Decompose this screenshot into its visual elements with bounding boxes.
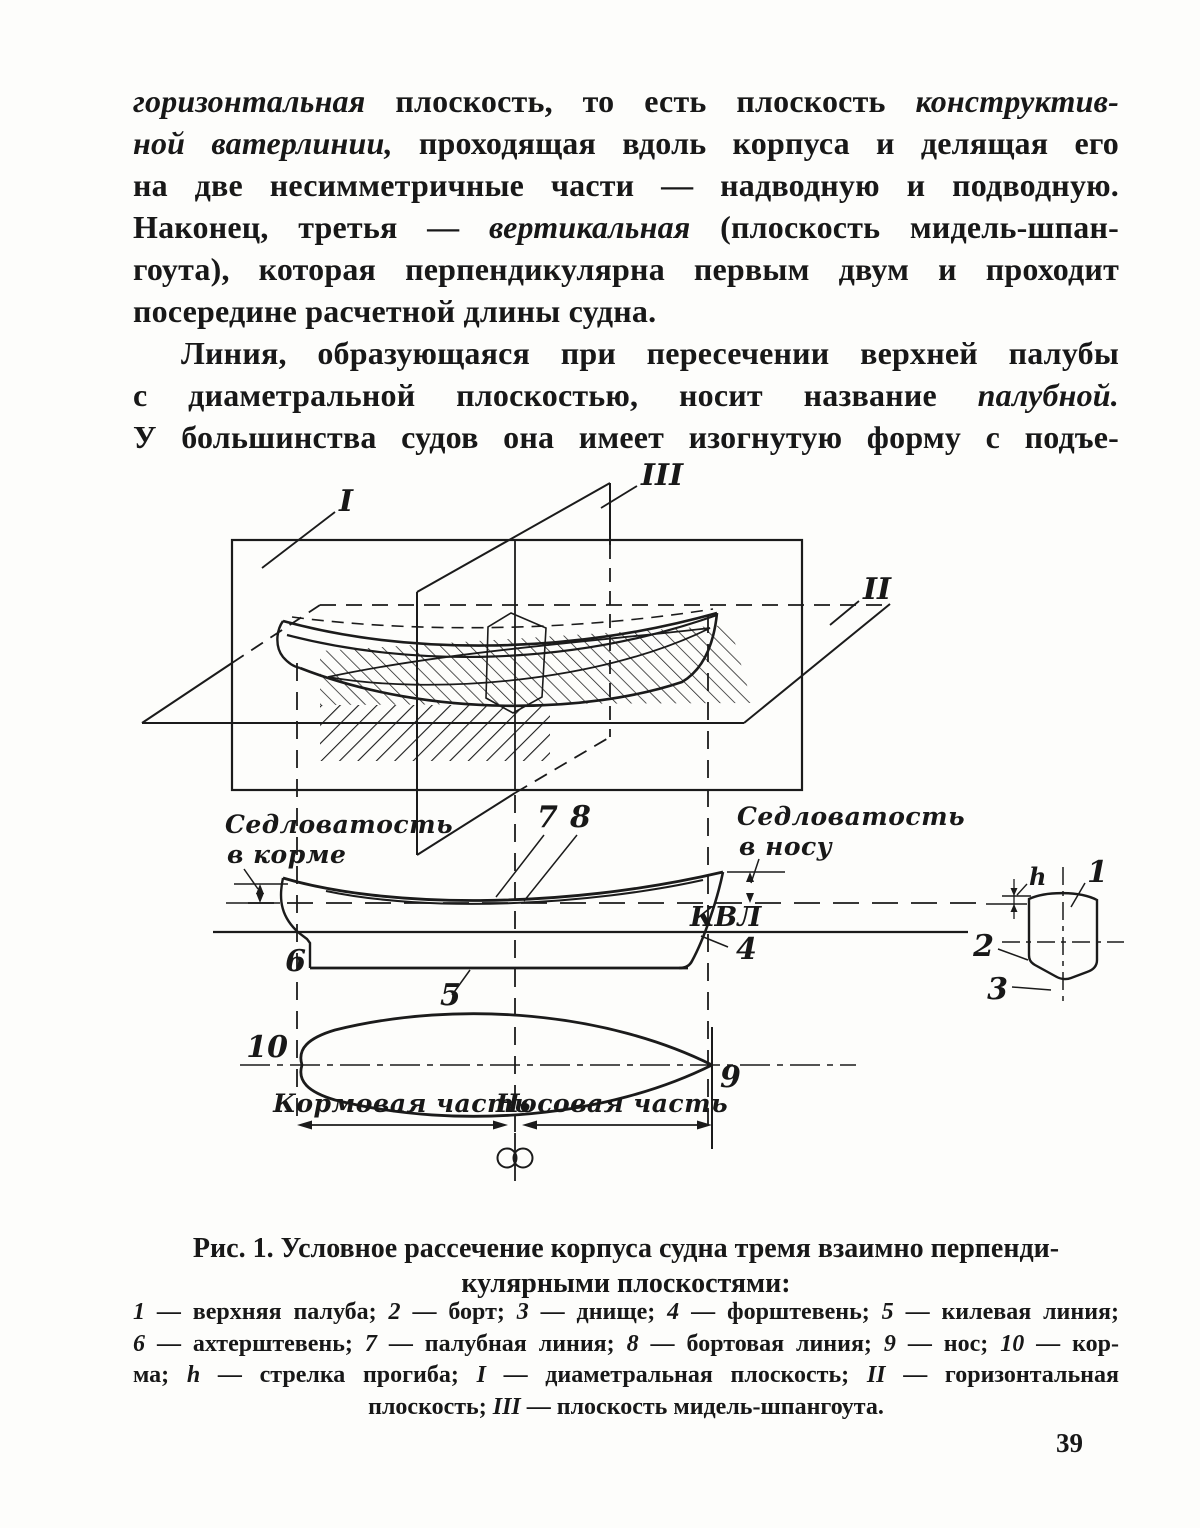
text-segment: проходящая вдоль корпуса и делящая его bbox=[392, 125, 1119, 161]
callout-3: 3 bbox=[987, 972, 1008, 1007]
plane-iii-label: III bbox=[641, 458, 684, 493]
text-segment: — килевая линия; bbox=[893, 1299, 1120, 1325]
text-segment: — горизонтальная bbox=[885, 1362, 1119, 1388]
callout-2: 2 bbox=[973, 929, 994, 964]
text-segment: — палубная линия; bbox=[376, 1330, 627, 1357]
italic-segment: 7 bbox=[364, 1330, 377, 1357]
text-segment: плоскость; bbox=[368, 1393, 493, 1420]
italic-segment: 8 bbox=[626, 1330, 639, 1357]
callout-8: 8 bbox=[570, 800, 591, 835]
text-segment: — стрелка прогиба; bbox=[200, 1362, 477, 1388]
side-view bbox=[213, 800, 982, 1013]
figure-caption-line2: кулярными плоскостями: bbox=[461, 1268, 791, 1299]
text-line bbox=[133, 1297, 1119, 1329]
italic-segment: 4 bbox=[667, 1299, 680, 1325]
text-segment: ма; bbox=[133, 1362, 187, 1388]
text-line bbox=[133, 1392, 1119, 1424]
callout-9: 9 bbox=[720, 1060, 741, 1095]
italic-segment: I bbox=[476, 1362, 486, 1388]
italic-segment: конструктив- bbox=[915, 83, 1119, 119]
text-segment: — диаметральная плоскость; bbox=[485, 1362, 867, 1388]
text-segment: (плоскость мидель-шпан- bbox=[690, 209, 1119, 245]
italic-segment: горизонтальная bbox=[133, 83, 366, 119]
midship-cross-section bbox=[972, 855, 1124, 1007]
text-segment: с диаметральной плоскостью, носит название bbox=[133, 377, 978, 413]
italic-segment: 5 bbox=[881, 1299, 894, 1325]
plane-ii-label: II bbox=[863, 572, 892, 607]
text-segment: гоута), которая перпендикулярна первым двум и проходит bbox=[133, 251, 1119, 287]
text-line bbox=[133, 332, 1119, 374]
text-segment: — ахтерштевень; bbox=[145, 1330, 365, 1357]
bow-part-label: Носовая часть bbox=[495, 1089, 729, 1118]
callout-4: 4 bbox=[736, 932, 757, 967]
text-segment: У большинства судов она имеет изогнутую форму с подъе- bbox=[133, 419, 1119, 455]
text-line bbox=[133, 374, 1119, 416]
text-line bbox=[133, 122, 1119, 164]
text-line bbox=[133, 164, 1119, 206]
callout-h: h bbox=[1029, 862, 1047, 891]
italic-segment: h bbox=[186, 1362, 201, 1388]
callout-7: 7 bbox=[537, 800, 558, 835]
text-segment: плоскость, то есть плоскость bbox=[365, 83, 916, 119]
waterline-kvl-label: КВЛ bbox=[690, 902, 762, 933]
sheer-stern-label-line2: в корме bbox=[227, 840, 347, 869]
callout-6: 6 bbox=[285, 944, 306, 979]
body-paragraph bbox=[133, 80, 1119, 458]
text-line bbox=[133, 206, 1119, 248]
page-number: 39 bbox=[1056, 1428, 1083, 1458]
text-line bbox=[133, 290, 1119, 332]
plan-view bbox=[240, 1014, 856, 1181]
text-segment: — нос; bbox=[895, 1330, 1001, 1357]
text-segment: на две несимметричные части — надводную и подводную. bbox=[133, 167, 1119, 203]
text-segment: — борт; bbox=[400, 1299, 517, 1325]
text-segment: — днище; bbox=[528, 1299, 668, 1325]
text-segment: Наконец, третья — bbox=[133, 209, 489, 245]
plane-i-label: I bbox=[339, 484, 354, 519]
italic-segment: 9 bbox=[883, 1330, 896, 1357]
text-line bbox=[133, 416, 1119, 458]
stern-part-label: Кормовая часть bbox=[273, 1089, 531, 1118]
figure-caption-line1: Рис. 1. Условное рассечение корпуса судна тремя взаимно перпенди- bbox=[192, 1233, 1060, 1264]
italic-segment: 6 bbox=[133, 1330, 145, 1357]
text-segment: — плоскость мидель-шпангоута. bbox=[520, 1393, 884, 1420]
text-segment: посередине расчетной длины судна. bbox=[133, 293, 657, 329]
text-segment: Линия, образующаяся при пересечении верхней палубы bbox=[181, 335, 1119, 371]
sheer-bow-label-line2: в носу bbox=[739, 832, 833, 861]
callout-5: 5 bbox=[440, 978, 461, 1013]
text-segment: — форштевень; bbox=[679, 1299, 882, 1325]
text-line bbox=[133, 1360, 1119, 1392]
italic-segment: II bbox=[866, 1362, 886, 1388]
text-segment: — кор- bbox=[1024, 1330, 1119, 1357]
text-line bbox=[133, 248, 1119, 290]
italic-segment: палубной. bbox=[977, 377, 1119, 413]
italic-segment: 3 bbox=[516, 1299, 529, 1325]
callout-10: 10 bbox=[246, 1030, 288, 1065]
italic-segment: III bbox=[492, 1393, 521, 1420]
italic-segment: 2 bbox=[388, 1299, 401, 1325]
text-line bbox=[133, 80, 1119, 122]
text-line bbox=[133, 1329, 1119, 1361]
sheer-bow-label-line1: Седловатость bbox=[737, 802, 966, 831]
sheer-stern-label-line1: Седловатость bbox=[225, 810, 454, 839]
figure-legend bbox=[133, 1297, 1119, 1423]
callout-1: 1 bbox=[1087, 855, 1108, 890]
figure-caption bbox=[133, 1231, 1119, 1301]
italic-segment: 10 bbox=[1000, 1330, 1025, 1357]
italic-segment: вертикальная bbox=[488, 209, 691, 245]
text-segment: — верхняя палуба; bbox=[145, 1299, 389, 1325]
italic-segment: 1 bbox=[133, 1299, 145, 1325]
text-segment: — бортовая линия; bbox=[638, 1330, 884, 1357]
italic-segment: ной ватерлинии, bbox=[133, 125, 393, 161]
figure-diagram bbox=[130, 455, 1130, 1215]
